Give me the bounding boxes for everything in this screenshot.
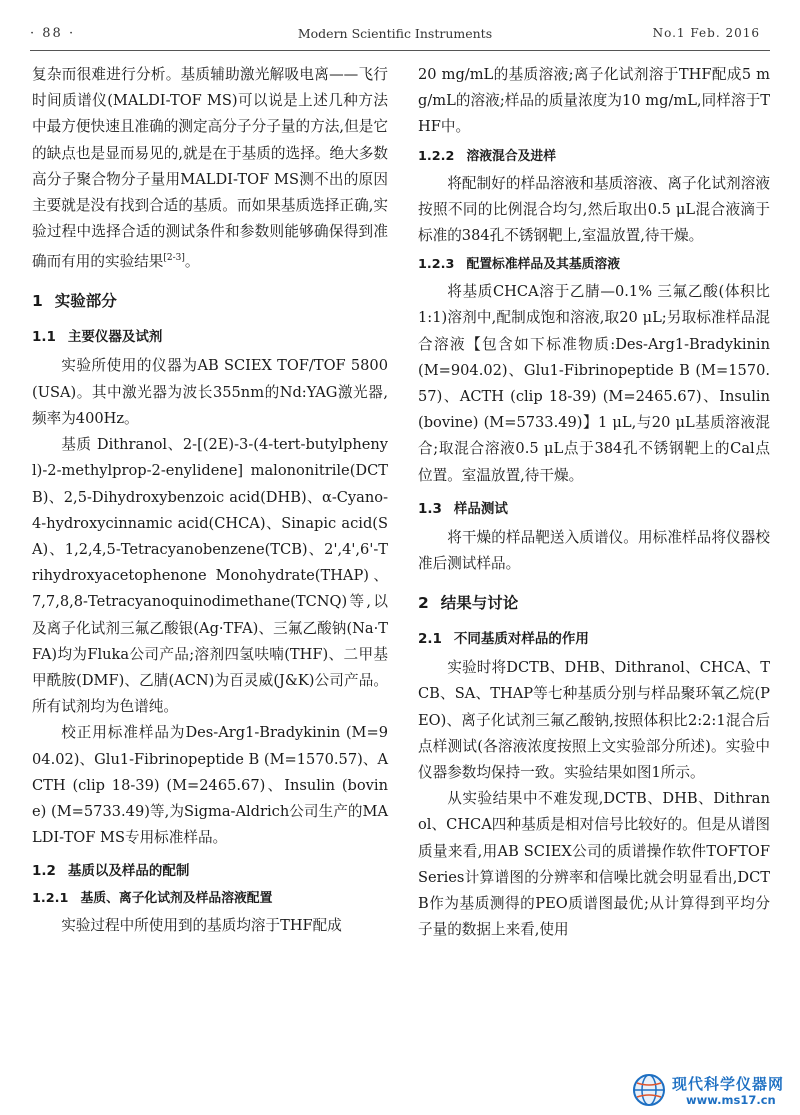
section-number: 1.2.1	[32, 891, 69, 907]
section-title: 不同基质对样品的作用	[453, 631, 589, 648]
instrument-paragraph: 实验所使用的仪器为AB SCIEX TOF/TOF 5800(USA)。其中激光器为波长355nm的Nd:YAG激光器,频率为400Hz。	[32, 357, 388, 427]
section-2-1-heading	[418, 627, 770, 651]
results-paragraph-1: 实验时将DCTB、DHB、Dithranol、CHCA、TCB、SA、THAP等七种基质分别与样品聚环氧乙烷(PEO)、离子化试剂三氟乙酸钠,按照体积比2:2:1混合后点样测试(各溶液浓度按照上文实验部分所述)。实验中仪器参数均保持一致。实验结果如图1所示。	[418, 659, 770, 782]
section-number: 2.1	[418, 631, 442, 648]
section-number: 1.2.3	[418, 257, 455, 273]
section-title: 基质以及样品的配制	[67, 863, 190, 880]
section-1-3-heading	[418, 497, 770, 521]
section-1-1-heading	[32, 325, 388, 349]
section-title: 溶液混合及进样	[466, 148, 557, 164]
results-paragraph-2: 从实验结果中不难发现,DCTB、DHB、Dithranol、CHCA四种基质是相对信号比较好的。但是从谱图质量来看,用AB SCIEX公司的质谱操作软件TOFTOF Series计算谱图的分辨率和信噪比就会明显看出,DCTB作为基质测得的PEO质谱图最优;从计算得到平均分子量的数据上来看,使用	[418, 790, 770, 939]
issue-info: No.1 Feb. 2016	[652, 26, 760, 40]
section-title: 样品测试	[453, 500, 508, 517]
section-number: 1	[32, 292, 43, 311]
section-2-heading	[418, 591, 770, 615]
left-column	[32, 62, 388, 940]
intro-text: 复杂而很难进行分析。基质辅助激光解吸电离——飞行时间质谱仪(MALDI-TOF MS)可以说是上述几种方法中最方便快速且准确的测定高分子分子量的方法,但是它的缺点也是显而易见的,就是在于基质的选择。绝大多数高分子聚合物分子量用MALDI-TOF MS测不出的原因主要就是没有找到合适的基质。而如果基质选择正确,实验过程中选择合适的测试条件和参数则能够确保得到准确而有用的实验结果	[32, 66, 388, 271]
test-paragraph: 将干燥的样品靶送入质谱仪。用标准样品将仪器校准后测试样品。	[418, 528, 770, 573]
header-rule	[30, 50, 770, 51]
section-1-heading	[32, 289, 388, 313]
preparation-paragraph-continued: 20 mg/mL的基质溶液;离子化试剂溶于THF配成5 mg/mL的溶液;样品的质量浓度为10 mg/mL,同样溶于THF中。	[418, 66, 770, 136]
citation-ref: [2-3]	[163, 253, 185, 264]
globe-logo-icon	[632, 1073, 666, 1107]
section-1-2-heading	[32, 859, 388, 883]
standard-sample-paragraph: 校正用标准样品为Des-Arg1-Bradykinin (M=904.02)、Glu1-Fibrinopeptide B (M=1570.57)、ACTH (clip 18-39) (M=2465.67)、Insulin (bovine) (M=5733.49)等,为Sigma-Aldrich公司生产的MALDI-TOF MS专用标准样品。	[32, 724, 388, 847]
section-1-2-1-heading	[32, 887, 388, 911]
section-number: 2	[418, 594, 429, 613]
section-number: 1.3	[418, 500, 442, 517]
journal-name: Modern Scientific Instruments	[297, 26, 493, 41]
section-title: 结果与讨论	[440, 594, 519, 613]
watermark-url: www.ms17.cn	[686, 1093, 776, 1107]
mixing-paragraph: 将配制好的样品溶液和基质溶液、离子化试剂溶液按照不同的比例混合均匀,然后取出0.5 μL混合液滴于标准的384孔不锈钢靶上,室温放置,待干燥。	[418, 174, 770, 245]
section-number: 1.2	[32, 863, 56, 880]
section-title: 基质、离子化试剂及样品溶液配置	[80, 891, 273, 907]
section-1-2-2-heading	[418, 145, 770, 169]
right-column	[418, 62, 770, 943]
running-header	[30, 26, 760, 48]
section-title: 配置标准样品及其基质溶液	[466, 257, 620, 273]
section-number: 1.2.2	[418, 148, 455, 164]
intro-end: 。	[184, 253, 200, 271]
watermark-title: 现代科学仪器网	[672, 1075, 785, 1093]
section-1-2-3-heading	[418, 253, 770, 277]
page-number: · 88 ·	[30, 26, 76, 41]
site-watermark	[632, 1071, 792, 1111]
preparation-paragraph: 实验过程中所使用到的基质均溶于THF配成	[61, 917, 342, 935]
section-title: 主要仪器及试剂	[67, 329, 163, 346]
section-title: 实验部分	[54, 292, 117, 311]
matrix-paragraph: 基质 Dithranol、2-[(2E)-3-(4-tert-butylphenyl)-2-methylprop-2-enylidene] malononitrile(DCTB)、2,5-Dihydroxybenzoic acid(DHB)、α-Cyano-4-hydroxycinnamic acid(CHCA)、Sinapic acid(SA)、1,2,4,5-Tetracyanobenzene(TCB)、2',4',6'-Trihydroxyacetophenone Monohydrate(THAP)、7,7,8,8-Tetracyanoquinodimethane(TCNQ)等,以及离子化试剂三氟乙酸银(Ag·TFA)、三氟乙酸钠(Na·TFA)均为Fluka公司产品;溶剂四氢呋喃(THF)、二甲基甲酰胺(DMF)、乙腈(ACN)为百灵威(J&K)公司产品。所有试剂均为色谱纯。	[32, 436, 388, 716]
intro-paragraph	[32, 62, 388, 275]
calibration-paragraph: 将基质CHCA溶于乙腈—0.1% 三氟乙酸(体积比1:1)溶剂中,配制成饱和溶液,取20 μL;另取标准样品混合溶液【包含如下标准物质:Des-Arg1-Bradykinin (M=904.02)、Glu1-Fibrinopeptide B (M=1570.57)、ACTH (clip 18-39) (M=2465.67)、Insulin (bovine) (M=5733.49)】1 μL,与20 μL基质溶液混合;取混合溶液0.5 μL点于384孔不锈钢靶上的Cal点位置。室温放置,待干燥。	[418, 283, 770, 484]
section-number: 1.1	[32, 329, 56, 346]
